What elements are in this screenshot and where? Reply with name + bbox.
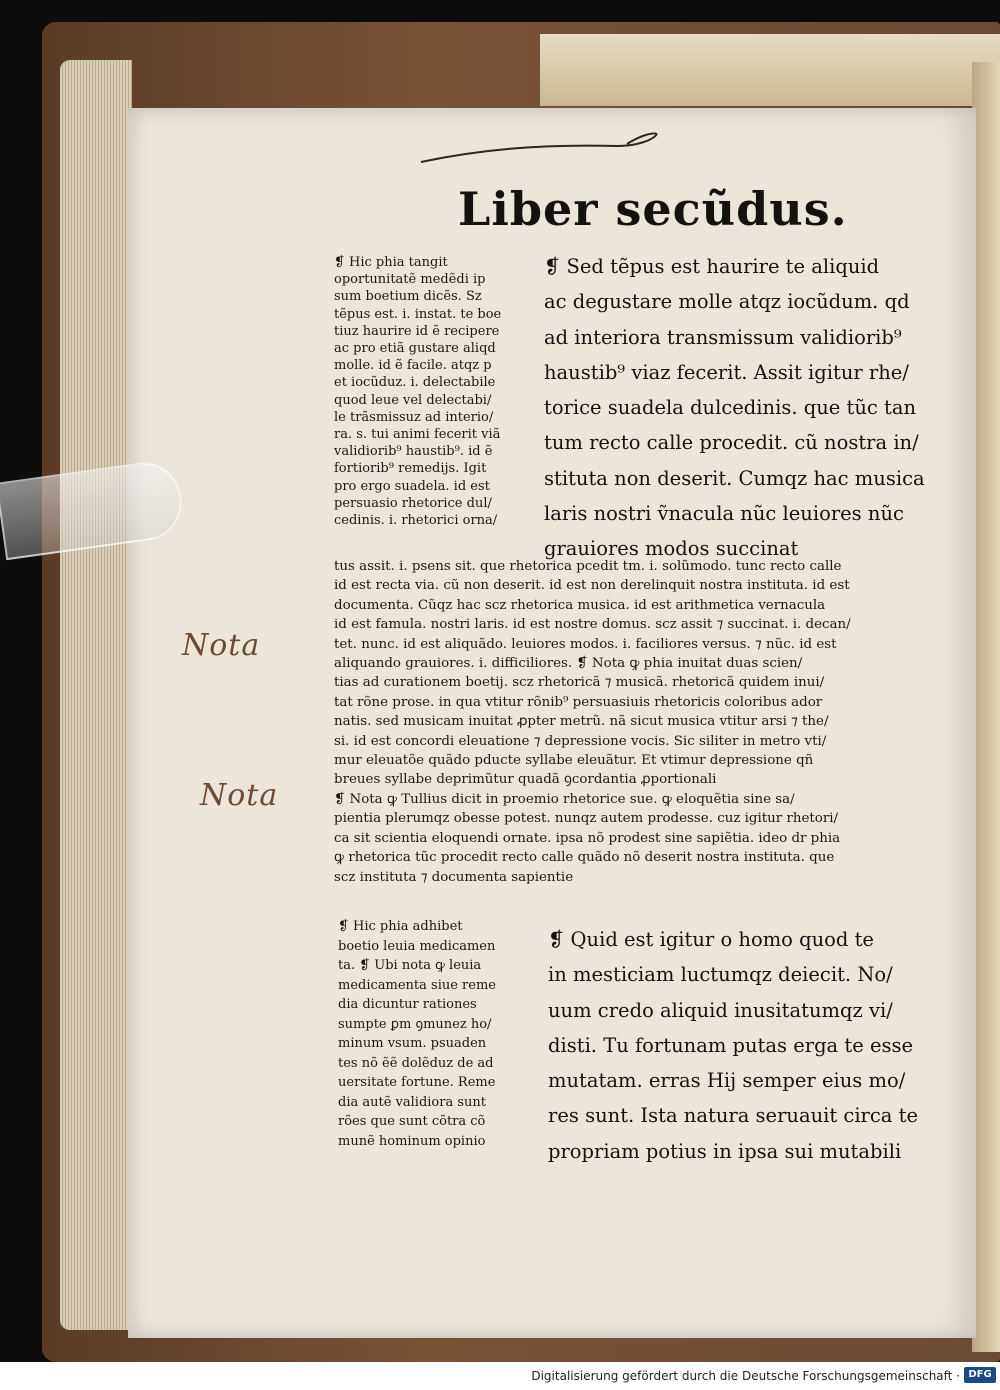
- commentary-line: pientia plerumqz obesse potest. nunqz autem prodesse. cuz igitur rhetori/: [334, 811, 839, 827]
- gloss-line: et iocũduz. i. delectabile: [334, 375, 496, 391]
- commentary-line: documenta. Cũqz hac scz rhetorica musica. id est arithmetica vernacula: [334, 597, 826, 613]
- text-line: ad interiora transmissum validiorib⁹: [544, 325, 902, 349]
- gloss-line: pro ergo suadela. id est: [334, 478, 490, 494]
- gloss-line: ❡ Hic phia tangit: [334, 255, 448, 270]
- gloss-line: minum vsum. psuaden: [338, 1036, 487, 1051]
- gloss-line: validiorib⁹ haustib⁹. id ẽ: [334, 444, 493, 460]
- gloss-line: uersitate fortune. Reme: [338, 1075, 496, 1090]
- commentary-line: aliquando grauiores. i. difficiliores. ❡ Nota ꝙ phia inuitat duas scien/: [334, 656, 803, 672]
- gloss-line: persuasio rhetorice dul/: [334, 495, 492, 511]
- text-line: ❡ Sed tẽpus est haurire te aliquid: [544, 255, 880, 278]
- text-line: propriam potius in ipsa sui mutabili: [548, 1139, 902, 1163]
- gloss-line: ❡ Hic phia adhibet: [338, 919, 463, 934]
- commentary-line: ꝙ rhetorica tũc procedit recto calle quãdo nõ deserit nostra instituta. que: [334, 850, 835, 866]
- gloss-line: munẽ hominum opinio: [338, 1133, 486, 1149]
- text-line: tum recto calle procedit. cũ nostra in/: [544, 431, 919, 455]
- title-flourish: [417, 130, 661, 170]
- gloss-line: ra. s. tui animi fecerit viã: [334, 427, 501, 443]
- gloss-line: dia dicuntur rationes: [338, 997, 477, 1012]
- gloss-line: sum boetium dicẽs. Sz: [334, 289, 482, 305]
- page-title: Liber secũdus.: [458, 182, 848, 236]
- commentary-line: tet. nunc. id est aliquãdo. leuiores modos. i. faciliores versus. ⁊ nũc. id est: [334, 636, 837, 652]
- commentary-line: scz instituta ⁊ documenta sapientie: [334, 869, 574, 885]
- gloss-line: sumpte ꝑm ꝯmunez ho/: [338, 1016, 492, 1032]
- text-line: ❡ Quid est igitur o homo quod te: [548, 928, 874, 951]
- binding-edge: [972, 62, 1000, 1352]
- gloss-line: tiuz haurire id ẽ recipere: [334, 323, 500, 339]
- commentary-line: mur eleuatõe quãdo pducte syllabe eleuãtur. Et vtimur depressione qñ: [334, 753, 814, 769]
- dfg-logo: DFG: [964, 1367, 996, 1383]
- commentary-line: id est famula. nostri laris. id est nostre domus. scz assit ⁊ succinat. i. decan/: [334, 617, 851, 633]
- footer-bar: [0, 1362, 1000, 1390]
- main-text-top: [544, 249, 925, 567]
- commentary-block: [334, 557, 851, 887]
- gloss-line: le trãsmissuz ad interio/: [334, 409, 494, 425]
- commentary-line: breues syllabe deprimũtur quadã ꝯcordantia ꝓportionali: [334, 772, 717, 788]
- text-line: laris nostri ṽnacula nũc leuiores nũc: [544, 502, 904, 526]
- gloss-line: medicamenta siue reme: [338, 977, 496, 993]
- commentary-line: id est recta via. cũ non deserit. id est non derelinquit nostra instituta. id est: [334, 578, 850, 594]
- text-line: disti. Tu fortunam putas erga te esse: [548, 1033, 914, 1057]
- commentary-line: ca sit scientia eloquendi ornate. ipsa nõ prodest sine sapiẽtia. ideo dr phia: [334, 830, 841, 846]
- commentary-line: tus assit. i. psens sit. que rhetorica pcedit tm. i. solũmodo. tunc recto calle: [334, 559, 842, 574]
- spine-edge: [540, 34, 1000, 106]
- commentary-line: si. id est concordi eleuatione ⁊ depressione vocis. Sic siliter in metro vti/: [334, 733, 827, 749]
- funding-credit: Digitalisierung gefördert durch die Deutsche Forschungsgemeinschaft ·: [531, 1369, 960, 1383]
- commentary-line: ❡ Nota ꝙ Tullius dicit in proemio rhetorice sue. ꝙ eloquẽtia sine sa/: [334, 791, 795, 807]
- main-text-bottom: [548, 922, 918, 1169]
- marginal-note: Nota: [182, 628, 261, 663]
- text-line: mutatam. erras Hij semper eius mo/: [548, 1069, 906, 1093]
- gloss-line: oportunitatẽ medẽdi ip: [334, 272, 486, 288]
- text-line: haustib⁹ viaz fecerit. Assit igitur rhe/: [544, 360, 909, 384]
- gloss-line: ac pro etiã gustare aliqd: [334, 341, 496, 357]
- text-line: torice suadela dulcedinis. que tũc tan: [544, 396, 917, 420]
- text-line: uum credo aliquid inusitatumqz vi/: [548, 998, 893, 1022]
- gloss-line: tes nõ ẽẽ dolẽduz de ad: [338, 1055, 494, 1071]
- gloss-line: quod leue vel delectabi/: [334, 392, 492, 408]
- gloss-line: rões que sunt cõtra cõ: [338, 1114, 486, 1129]
- gloss-line: boetio leuia medicamen: [338, 938, 496, 954]
- commentary-line: natis. sed musicam inuitat ꝓpter metrũ. nã sicut musica vtitur arsi ⁊ the/: [334, 714, 829, 730]
- commentary-line: tat rõne prose. in qua vtitur rõnib⁹ persuasiuis rhetoricis coloribus ador: [334, 694, 823, 710]
- gloss-bottom: [338, 917, 496, 1151]
- text-line: stituta non deserit. Cumqz hac musica: [544, 466, 925, 490]
- gloss-line: dia autẽ validiora sunt: [338, 1094, 486, 1110]
- gloss-line: cedinis. i. rhetorici orna/: [334, 513, 498, 529]
- text-line: res sunt. Ista natura seruauit circa te: [548, 1104, 919, 1128]
- gloss-top: [334, 254, 501, 529]
- gloss-line: ta. ❡ Ubi nota ꝙ leuia: [338, 958, 482, 973]
- gloss-line: fortiorib⁹ remedijs. Igit: [334, 461, 487, 477]
- page-edges: [60, 60, 132, 1330]
- gloss-line: tẽpus est. i. instat. te boe: [334, 306, 502, 322]
- text-line: in mesticiam luctumqz deiecit. No/: [548, 963, 893, 987]
- commentary-line: tias ad curationem boetij. scz rhetoricã ⁊ musicã. rhetoricã quidem inui/: [334, 675, 825, 691]
- text-line: grauiores modos succinat: [544, 537, 799, 561]
- gloss-line: molle. id ẽ facile. atqz p: [334, 358, 492, 374]
- marginal-note: Nota: [200, 778, 279, 813]
- text-line: ac degustare molle atqz iocũdum. qd: [544, 290, 910, 314]
